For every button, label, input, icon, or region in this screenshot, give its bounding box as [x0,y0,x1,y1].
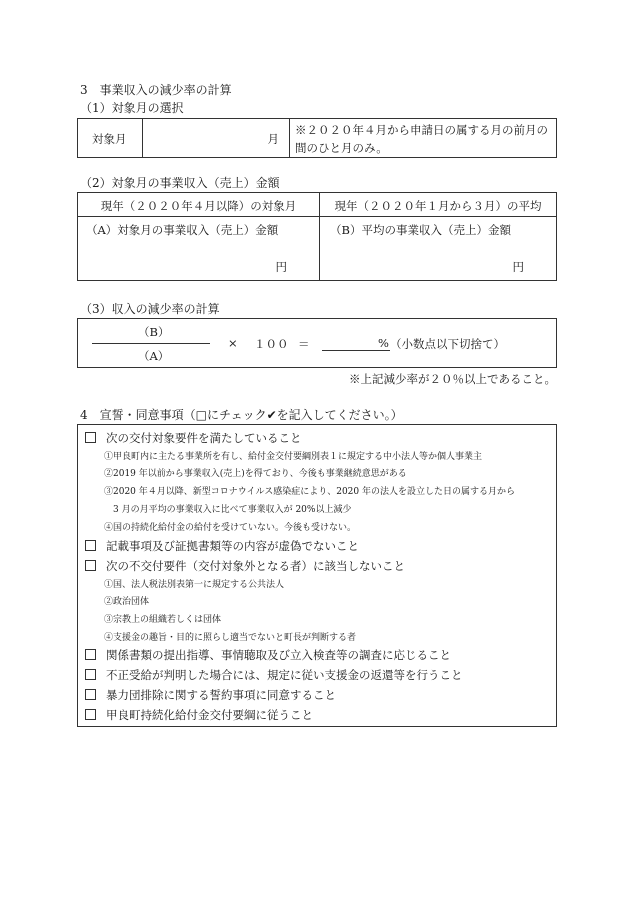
section4-title: 4 宣誓・同意事項（□にチェック✔を記入してください。） [80,408,403,422]
part3-heading: （3）収入の減少率の計算 [80,302,220,316]
percent-sign: % [378,336,389,350]
average-amount-input[interactable] [319,216,557,281]
declaration-item-6[interactable] [85,687,336,703]
target-month-input[interactable] [142,118,290,158]
yen-b: 円 [512,260,524,274]
checkbox-7[interactable] [85,709,96,720]
item1-sub-4: 3 月の月平均の事業収入に比べて事業収入が 20%以上減少 [104,505,352,515]
current-month-header-cell [77,192,320,217]
declaration-item-5[interactable] [85,667,463,683]
item1-sub-3: ③2020 年４月以降、新型コロナウイルス感染症により、2020 年の法人を設立した日の属する月から [104,487,515,497]
item-7-label: 甲良町持続化給付金交付要綱に従うこと [106,708,313,722]
hundred: １００ [254,337,289,351]
fraction-bar [92,343,210,344]
current-month-amount-input[interactable] [77,216,320,281]
average-header: 現年（２０２０年１月から３月）の平均 [334,199,542,213]
numerator-b: （B） [138,325,170,339]
yen-a: 円 [275,260,287,274]
declaration-item-4[interactable] [85,647,451,663]
target-month-note-cell [289,118,557,158]
rounding-note: （小数点以下切捨て） [390,337,505,351]
target-month-label: 対象月 [92,132,127,146]
percent-input-line[interactable] [322,350,390,351]
target-month-label-cell [77,118,143,158]
item-5-label: 不正受給が判明した場合には、規定に従い支援金の返還等を行うこと [106,668,463,682]
item3-sub-2: ②政治団体 [104,597,150,607]
target-month-note-line1: ※２０２０年４月から申請日の属する月の前月の [295,123,548,137]
item1-sub-5: ④国の持続化給付金の給付を受けていない。今後も受けない。 [104,523,357,533]
checkbox-3[interactable] [85,560,96,571]
checkbox-4[interactable] [85,649,96,660]
reduction-rate-note: ※上記減少率が２０％以上であること。 [349,372,556,386]
denominator-a: （A） [138,349,170,363]
reduction-rate-formula [77,318,557,368]
section3-title: 3 事業収入の減少率の計算 [80,83,232,97]
declaration-item-2[interactable] [85,538,359,554]
equals-sign: ＝ [298,337,310,351]
declaration-item-1[interactable] [85,430,302,446]
item3-sub-3: ③宗教上の組織若しくは団体 [104,615,222,625]
current-month-header: 現年（２０２０年４月以降）の対象月 [100,199,297,213]
item-3-label: 次の不交付要件（交付対象外となる者）に該当しないこと [106,559,405,573]
amount-b-label: （B）平均の事業収入（売上）金額 [330,223,511,237]
amount-a-label: （A）対象月の事業収入（売上）金額 [86,223,279,237]
checkbox-6[interactable] [85,689,96,700]
checkbox-5[interactable] [85,669,96,680]
part2-heading: （2）対象月の事業収入（売上）金額 [80,176,280,190]
times-sign: × [228,336,238,350]
declaration-item-7[interactable] [85,707,313,723]
item1-sub-2: ②2019 年以前から事業収入(売上)を得ており、今後も事業継続意思がある [104,469,407,479]
declaration-item-3[interactable] [85,558,405,574]
item-2-label: 記載事項及び証拠書類等の内容が虚偽でないこと [106,539,359,553]
target-month-note-line2: 間のひと月のみ。 [295,141,388,155]
item-1-label: 次の交付対象要件を満たしていること [106,431,302,445]
checkbox-2[interactable] [85,540,96,551]
item3-sub-4: ④支援金の趣旨・目的に照らし適当でないと町長が判断する者 [104,633,357,643]
item-4-label: 関係書類の提出指導、事情聴取及び立入検査等の調査に応じること [106,648,451,662]
part1-heading: （1）対象月の選択 [80,101,184,115]
average-header-cell [319,192,557,217]
checkbox-1[interactable] [85,432,96,443]
item3-sub-1: ①国、法人税法別表第一に規定する公共法人 [104,580,285,590]
item1-sub-1: ①甲良町内に主たる事業所を有し、給付金交付要綱別表１に規定する中小法人等か個人事業主 [104,452,483,462]
item-6-label: 暴力団排除に関する誓約事項に同意すること [106,688,336,702]
month-unit: 月 [267,132,279,146]
